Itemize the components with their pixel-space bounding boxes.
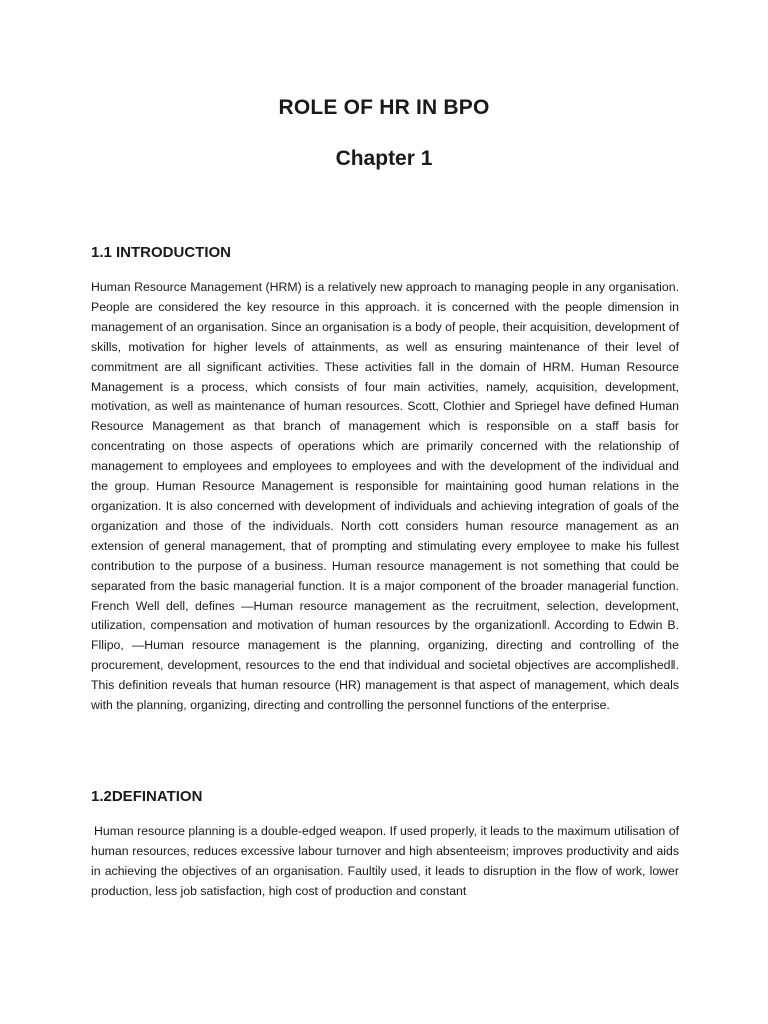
section-heading-introduction: 1.1 INTRODUCTION [91,244,232,261]
chapter-title: Chapter 1 [335,147,433,170]
section-body-definition: Human resource planning is a double-edged weapon. If used properly, it leads to the maximum utilisation of human resources, reduces excessive labour turnover and high absenteeism; improves productivity and aids in achieving the objectives of an organisation. Faultily used, it leads to disruption in the flow of work, lower production, less job satisfaction, high cost of production and constant [91,824,679,898]
section-heading-definition: 1.2DEFINATION [91,788,203,805]
section-body-introduction: Human Resource Management (HRM) is a relatively new approach to managing people in any organisation. People are considered the key resource in this approach. it is concerned with the people dimension in management of an organisation. Since an organisation is a body of people, their acquisition, development of skills, motivation for higher levels of attainments, as well as ensuring maintenance of their level of commitment are all significant activities. These activities fall in the domain of HRM. Human Resource Management is a process, which consists of four main activities, namely, acquisition, development, motivation, as well as maintenance of human resources. Scott, Clothier and Spriegel have defined Human Resource Management as that branch of management which is responsible on a staff basis for concentrating on those aspects of operations which are primarily concerned with the relationship of management to employees and employees to employees and with the development of the individual and the group. Human Resource Management is responsible for maintaining good human relations in the organization. It is also concerned with development of individuals and achieving integration of goals of the organization and those of the individuals. North cott considers human resource management as an extension of general management, that of prompting and stimulating every employee to make his fullest contribution to the purpose of a business. Human resource management is not something that could be separated from the basic managerial function. It is a major component of the broader managerial function. French Well dell, defines —Human resource management as the recruitment, selection, development, utilization, compensation and motivation of human resources by the organization‖. According to Edwin B. Fllipo, —Human resource management is the planning, organizing, directing and controlling of the procurement, development, resources to the end that individual and societal objectives are accomplished‖. This definition reveals that human resource (HR) management is that aspect of management, which deals with the planning, organizing, directing and controlling the personnel functions of the enterprise. [91,280,679,713]
document-title: ROLE OF HR IN BPO [278,96,490,119]
